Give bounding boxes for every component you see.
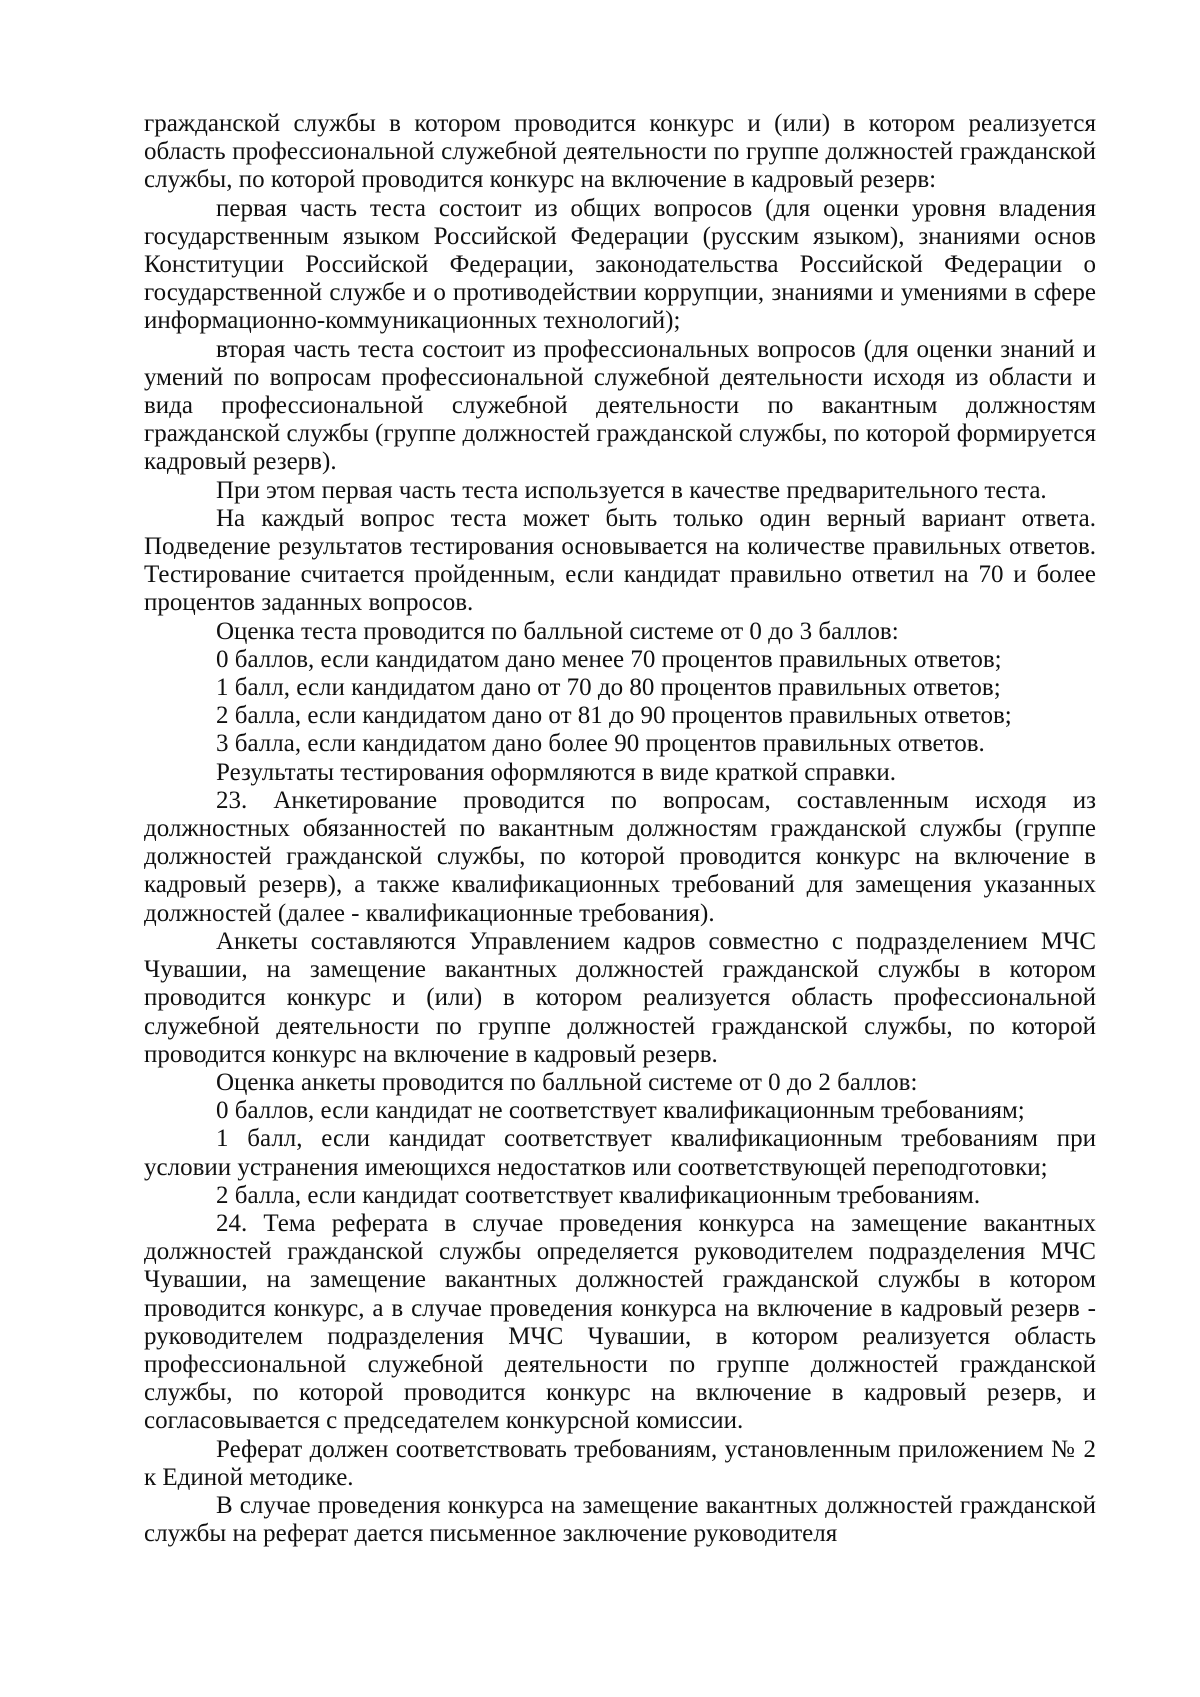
- paragraph-test-part-one: первая часть теста состоит из общих вопросов (для оценки уровня владения государственным языком Российской Федерации (русским языком), знаниями основ Конституции Российской Федерации, законодательства Российской Федерации о государственной службе и о противодействии коррупции, знаниями и умениями в сфере информационно-коммуникационных технологий);: [144, 194, 1096, 335]
- paragraph-score-1: 1 балл, если кандидатом дано от 70 до 80 процентов правильных ответов;: [216, 674, 1001, 702]
- document-body: [144, 110, 1096, 1548]
- paragraph-item-24: 24. Тема реферата в случае проведения конкурса на замещение вакантных должностей гражданской службы определяется руководителем подразделения МЧС Чувашии, на замещение вакантных должностей гражданской службы в котором проводится конкурс, а в случае проведения конкурса на включение в кадровый резерв - руководителем подразделения МЧС Чувашии, в котором реализуется область профессиональной служебной деятельности по группе должностей гражданской службы, по которой проводится конкурс на включение в кадровый резерв, и согласовывается с председателем конкурсной комиссии.: [144, 1209, 1096, 1435]
- paragraph-one-correct-answer: На каждый вопрос теста может быть только один верный вариант ответа. Подведение результатов тестирования основывается на количестве правильных ответов. Тестирование считается пройденным, если кандидат правильно ответил на 70 и более процентов заданных вопросов.: [144, 504, 1096, 617]
- paragraph-test-part-two: вторая часть теста состоит из профессиональных вопросов (для оценки знаний и умений по вопросам профессиональной служебной деятельности исходя из области и вида профессиональной служебной деятельности по вакантным должностям гражданской службы (группе должностей гражданской службы, по которой формируется кадровый резерв).: [144, 335, 1096, 476]
- paragraph-questionnaires: Анкеты составляются Управлением кадров совместно с подразделением МЧС Чувашии, на замещение вакантных должностей гражданской службы в котором проводится конкурс и (или) в котором реализуется область профессиональной служебной деятельности по группе должностей гражданской службы, по которой проводится конкурс на включение в кадровый резерв.: [144, 927, 1096, 1068]
- paragraph-q-score-2: 2 балла, если кандидат соответствует квалификационным требованиям.: [216, 1181, 981, 1209]
- paragraph-test-results: Результаты тестирования оформляются в виде краткой справки.: [216, 758, 896, 786]
- paragraph-test-scoring: Оценка теста проводится по балльной системе от 0 до 3 баллов:: [216, 617, 899, 645]
- paragraph-questionnaire-scoring: Оценка анкеты проводится по балльной системе от 0 до 2 баллов:: [216, 1068, 918, 1096]
- paragraph-score-0: 0 баллов, если кандидатом дано менее 70 процентов правильных ответов;: [216, 645, 1002, 673]
- paragraph-q-score-0: 0 баллов, если кандидат не соответствует квалификационным требованиям;: [216, 1097, 1025, 1125]
- paragraph-preliminary-test: При этом первая часть теста используется в качестве предварительного теста.: [216, 476, 1047, 504]
- paragraph-score-3: 3 балла, если кандидатом дано более 90 процентов правильных ответов.: [216, 730, 985, 758]
- paragraph-item-23: 23. Анкетирование проводится по вопросам, составленным исходя из должностных обязанностей по вакантным должностям гражданской службы (группе должностей гражданской службы, по которой проводится конкурс на включение в кадровый резерв), а также квалификационных требований для замещения указанных должностей (далее - квалификационные требования).: [144, 786, 1096, 927]
- paragraph-score-2: 2 балла, если кандидатом дано от 81 до 90 процентов правильных ответов;: [216, 702, 1012, 730]
- paragraph-continuation: гражданской службы в котором проводится конкурс и (или) в котором реализуется область профессиональной служебной деятельности по группе должностей гражданской службы, по которой проводится конкурс на включение в кадровый резерв:: [144, 110, 1096, 194]
- paragraph-essay-requirements: Реферат должен соответствовать требованиям, установленным приложением № 2 к Единой методике.: [144, 1435, 1096, 1491]
- paragraph-written-conclusion: В случае проведения конкурса на замещение вакантных должностей гражданской службы на реферат дается письменное заключение руководителя: [144, 1491, 1096, 1548]
- paragraph-q-score-1: 1 балл, если кандидат соответствует квалификационным требованиям при условии устранения имеющихся недостатков или соответствующей переподготовки;: [144, 1125, 1096, 1181]
